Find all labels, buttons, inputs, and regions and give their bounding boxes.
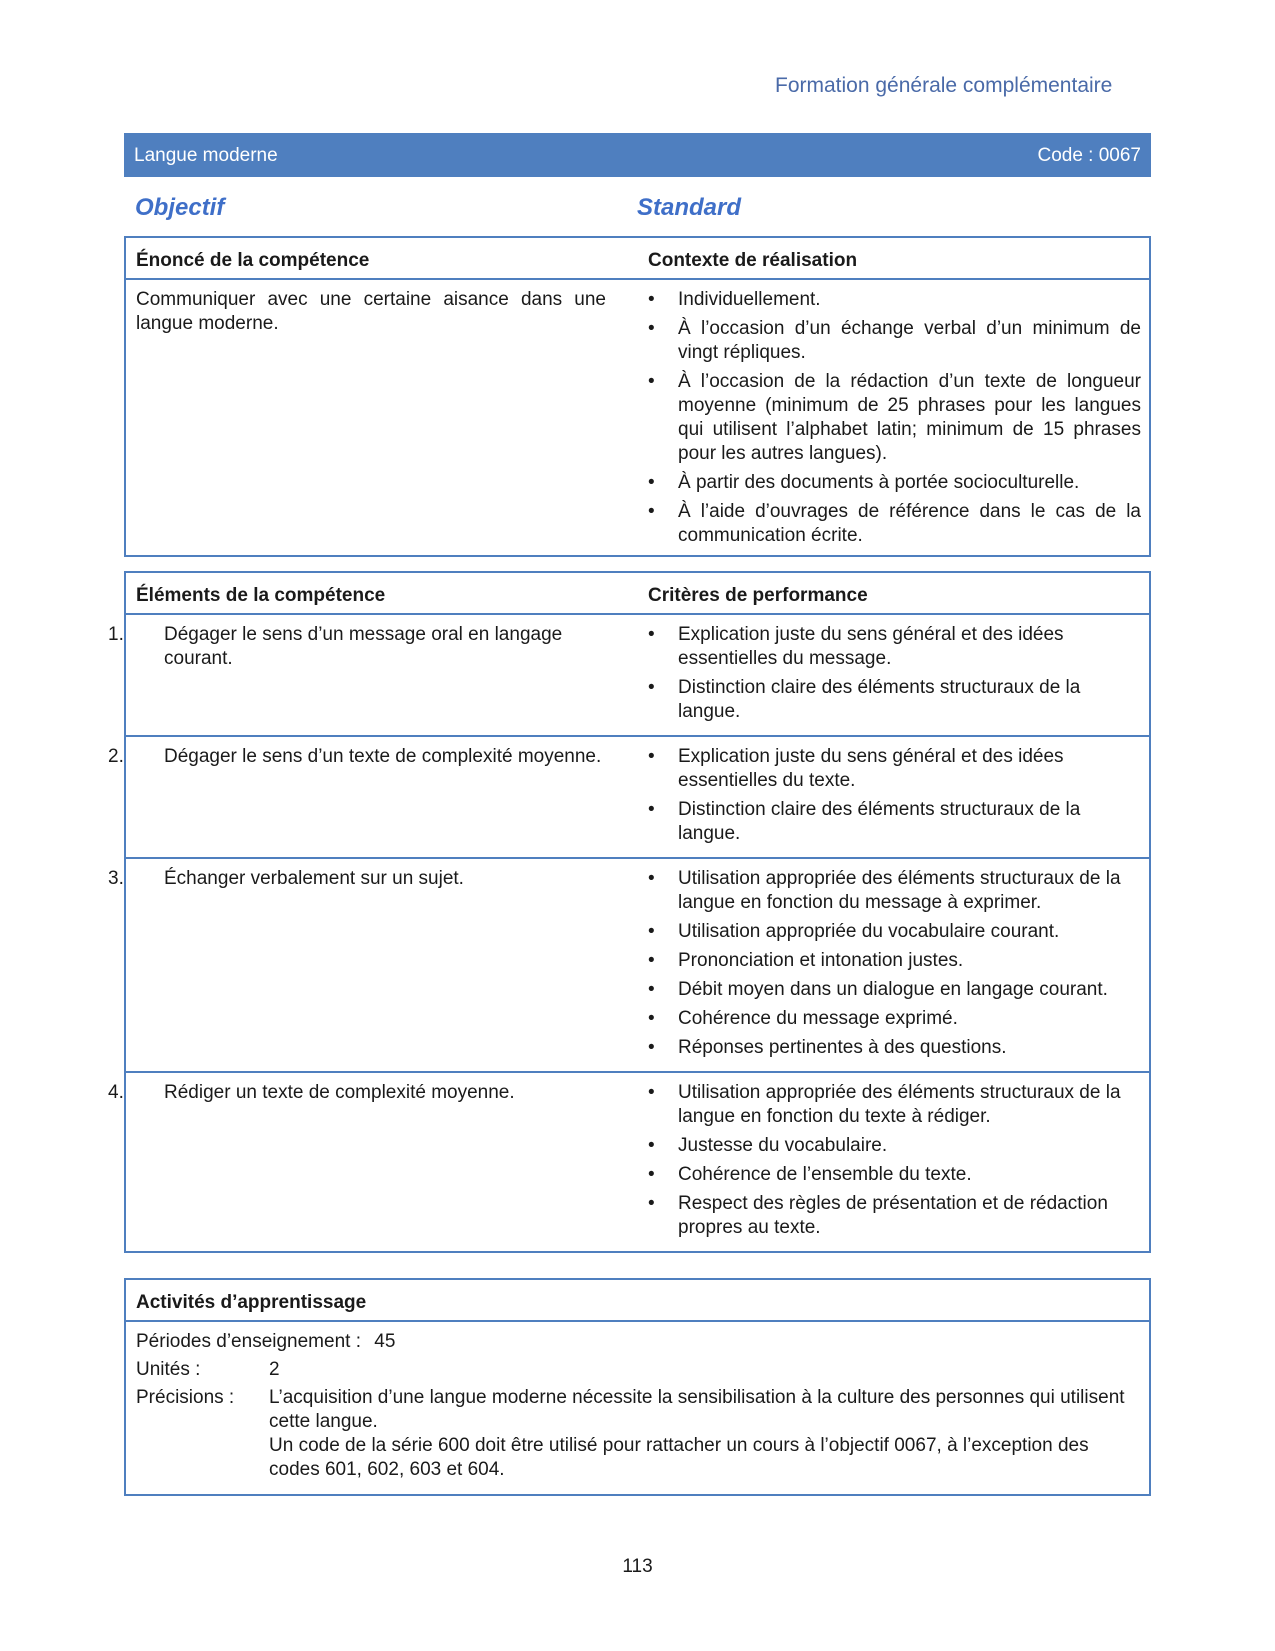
page-number: 113 (622, 1556, 653, 1577)
standard-label: Standard (637, 194, 742, 221)
criteria-list (648, 623, 1141, 724)
element-number: 4. (108, 1082, 124, 1103)
section-labels (135, 194, 1145, 224)
element-number: 1. (108, 624, 124, 645)
elements-heading: Éléments de la compétence (136, 585, 386, 606)
criterion-item: • Cohérence de l’ensemble du texte. (648, 1163, 1141, 1187)
competence-statement: Communiquer avec une certaine aisance dans une langue moderne. (136, 289, 606, 334)
criterion-item: • Utilisation appropriée des éléments structuraux de la langue en fonction du message à exprimer. (648, 867, 1141, 915)
context-list (648, 288, 1141, 548)
context-heading: Contexte de réalisation (648, 250, 858, 271)
element-label: Échanger verbalement sur un sujet. (164, 868, 464, 889)
activities-box-header (126, 1280, 1149, 1322)
competence-statement-heading: Énoncé de la compétence (136, 250, 370, 271)
element-label: Dégager le sens d’un texte de complexité moyenne. (164, 746, 602, 767)
criteria-list (648, 745, 1141, 846)
units-label: Unités : (136, 1359, 201, 1380)
periods-value: 45 (374, 1331, 396, 1352)
context-item: • À partir des documents à portée socioculturelle. (648, 471, 1141, 495)
element-text (108, 745, 606, 769)
criterion-item: • Explication juste du sens général et des idées essentielles du texte. (648, 745, 1141, 793)
criterion-item: • Utilisation appropriée des éléments structuraux de la langue en fonction du texte à rédiger. (648, 1081, 1141, 1129)
units-value: 2 (269, 1359, 280, 1380)
program-header: Formation générale complémentaire (775, 74, 1113, 97)
criteria-heading: Critères de performance (648, 585, 868, 606)
criterion-item: • Respect des règles de présentation et de rédaction propres au texte. (648, 1192, 1141, 1240)
title-bar (124, 133, 1151, 177)
criteria-list (648, 867, 1141, 1060)
elements-box (108, 571, 1151, 1253)
element-row (108, 737, 1149, 859)
criterion-item: • Distinction claire des éléments structuraux de la langue. (648, 676, 1141, 724)
element-number: 3. (108, 868, 124, 889)
element-row (108, 615, 1149, 737)
element-text (108, 623, 606, 671)
activities-body (126, 1322, 1149, 1494)
details-paragraph: Un code de la série 600 doit être utilisé pour rattacher un cours à l’objectif 0067, à l’exception des codes 601, 602, 603 et 604. (269, 1435, 1089, 1480)
context-item: • À l’aide d’ouvrages de référence dans le cas de la communication écrite. (648, 500, 1141, 548)
objective-label: Objectif (135, 194, 225, 221)
criterion-item: • Justesse du vocabulaire. (648, 1134, 1141, 1158)
code-label: Code : 0067 (1037, 145, 1141, 166)
element-row (108, 1073, 1149, 1251)
elements-box-header (126, 573, 1149, 615)
element-text (108, 867, 606, 891)
element-row (108, 859, 1149, 1073)
activities-box (124, 1278, 1151, 1496)
context-item: • À l’occasion de la rédaction d’un texte de longueur moyenne (minimum de 25 phrases pour les langues qui utilisent l’alphabet latin; minimum de 15 phrases pour les autres langues). (648, 370, 1141, 466)
criterion-item: • Prononciation et intonation justes. (648, 949, 1141, 973)
criterion-item: • Débit moyen dans un dialogue en langage courant. (648, 978, 1141, 1002)
criterion-item: • Explication juste du sens général et des idées essentielles du message. (648, 623, 1141, 671)
context-item: • À l’occasion d’un échange verbal d’un minimum de vingt répliques. (648, 317, 1141, 365)
units-line (136, 1358, 1139, 1382)
criterion-item: • Utilisation appropriée du vocabulaire courant. (648, 920, 1141, 944)
element-text (108, 1081, 606, 1105)
subject-title: Langue moderne (134, 145, 278, 166)
details-paragraph: L’acquisition d’une langue moderne nécessite la sensibilisation à la culture des personnes qui utilisent cette langue. (269, 1387, 1125, 1432)
competence-box-header (126, 238, 1149, 280)
element-label: Rédiger un texte de complexité moyenne. (164, 1082, 515, 1103)
details-label: Précisions : (136, 1387, 235, 1408)
criteria-list (648, 1081, 1141, 1240)
competence-row (126, 280, 1149, 550)
element-number: 2. (108, 746, 124, 767)
competence-box (124, 236, 1151, 557)
criterion-item: • Cohérence du message exprimé. (648, 1007, 1141, 1031)
details-line (136, 1386, 1139, 1482)
element-label: Dégager le sens d’un message oral en langage courant. (164, 624, 563, 669)
periods-label: Périodes d’enseignement : (136, 1331, 361, 1352)
periods-line (136, 1330, 1139, 1354)
criterion-item: • Distinction claire des éléments structuraux de la langue. (648, 798, 1141, 846)
context-item: • Individuellement. (648, 288, 1141, 312)
criterion-item: • Réponses pertinentes à des questions. (648, 1036, 1141, 1060)
activities-heading: Activités d’apprentissage (136, 1292, 367, 1313)
